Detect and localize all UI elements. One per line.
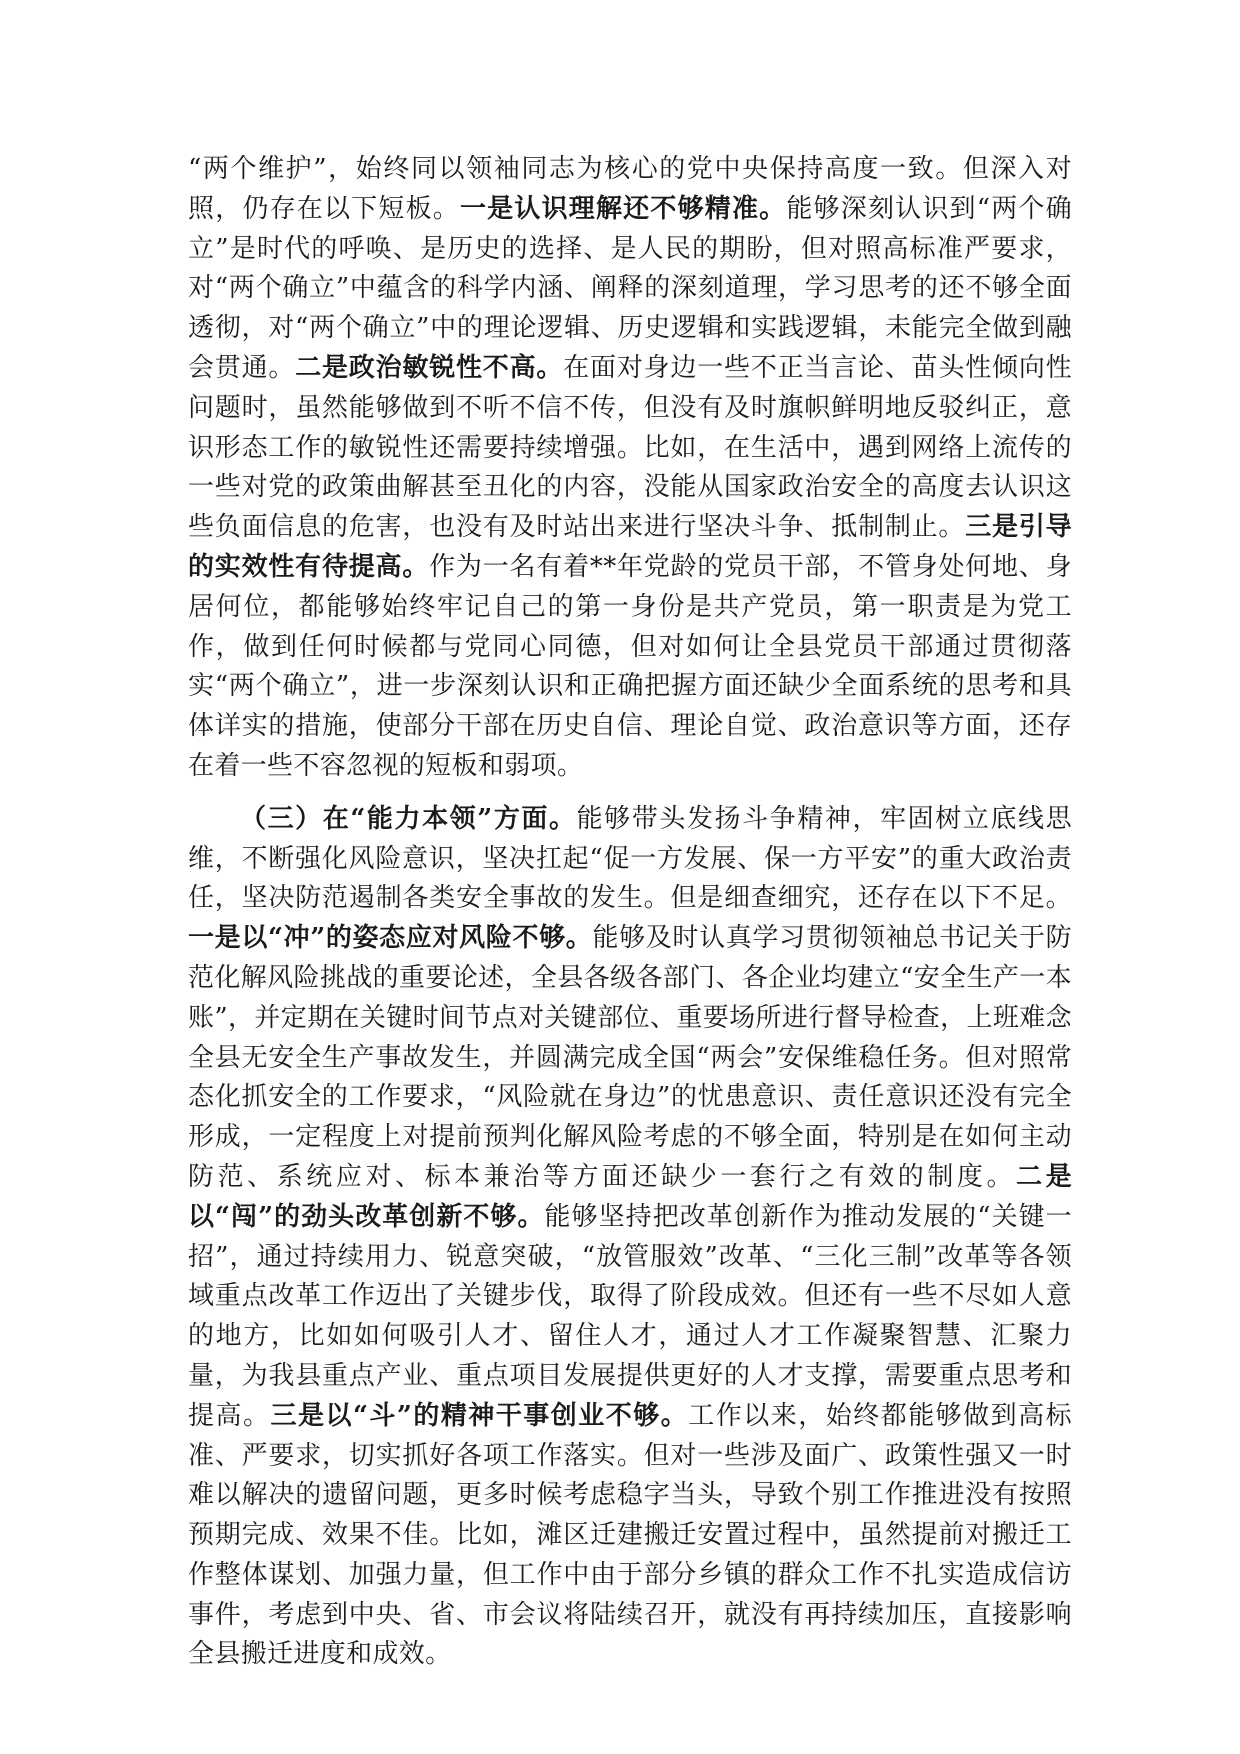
paragraph-1-heading-1: 一是认识理解还不够精准。 — [459, 193, 787, 224]
paragraph-2-heading-3: 三是以“斗”的精神干事创业不够。 — [270, 1400, 689, 1431]
paragraph-1-text: 能够深刻认识到“两个确立”是时代的呼唤、是历史的选择、是人民的期盼，但对照高标准严要求，对“两个确立”中蕴含的科学内涵、阐释的深刻道理，学习思考的还不够全面透彻，对“两个确立”中的理论逻辑、历史逻辑和实践逻辑，未能完全做到融会贯通。 — [188, 193, 1072, 383]
paragraph-2-text: 能够坚持把改革创新作为推动发展的“关键一招”，通过持续用力、锐意突破，“放管服效”改革、“三化三制”改革等各领域重点改革工作迈出了关键步伐，取得了阶段成效。但还有一些不尽如人意的地方，比如如何吸引人才、留住人才，通过人才工作凝聚智慧、汇聚力量，为我县重点产业、重点项目发展提供更好的人才支撑，需要重点思考和提高。 — [188, 1201, 1073, 1431]
paragraph-1-heading-2: 二是政治敏锐性不高。 — [295, 352, 564, 383]
paragraph-1-text: “两个维护”，始终同以领袖同志为核心的党中央保持高度一致。但深入对照，仍存在以下短板。 — [188, 154, 1072, 224]
paragraph-2-heading-2: 二是以“闯”的劲头改革创新不够。 — [188, 1161, 1072, 1232]
document-page — [188, 150, 1072, 1675]
paragraph-1-text: 作为一名有着**年党龄的党员干部，不管身处何地、身居何位，都能够始终牢记自己的第一身份是共产党员，第一职责是为党工作，做到任何时候都与党同心同德，但对如何让全县党员干部通过贯彻落实“两个确立”，进一步深刻认识和正确把握方面还缺少全面系统的思考和具体详实的措施，使部分干部在历史自信、理论自觉、政治意识等方面，还存在着一些不容忽视的短板和弱项。 — [188, 551, 1072, 781]
paragraph-2 — [188, 800, 1072, 1676]
paragraph-2-text: 工作以来，始终都能够做到高标准、严要求，切实抓好各项工作落实。但对一些涉及面广、政策性强又一时难以解决的遗留问题，更多时候考虑稳字当头，导致个别工作推进没有按照预期完成、效果不佳。比如，滩区迁建搬迁安置过程中，虽然提前对搬迁工作整体谋划、加强力量，但工作中由于部分乡镇的群众工作不扎实造成信访事件，考虑到中央、省、市会议将陆续召开，就没有再持续加压，直接影响全县搬迁进度和成效。 — [188, 1400, 1073, 1670]
section-heading: （三）在“能力本领”方面。 — [240, 803, 577, 834]
paragraph-1-text: 在面对身边一些不正当言论、苗头性倾向性问题时，虽然能够做到不听不信不传，但没有及时旗帜鲜明地反驳纠正，意识形态工作的敏锐性还需要持续增强。比如，在生活中，遇到网络上流传的一些对党的政策曲解甚至丑化的内容，没能从国家政治安全的高度去认识这些负面信息的危害，也没有及时站出来进行坚决斗争、抵制制止。 — [188, 352, 1072, 543]
paragraph-2-text: 能够带头发扬斗争精神，牢固树立底线思维，不断强化风险意识，坚决扛起“促一方发展、保一方平安”的重大政治责任，坚决防范遏制各类安全事故的发生。但是细查细究，还存在以下不足。 — [188, 803, 1072, 914]
paragraph-2-heading-1: 一是以“冲”的姿态应对风险不够。 — [188, 923, 593, 954]
paragraph-2-text: 能够及时认真学习贯彻领袖总书记关于防范化解风险挑战的重要论述，全县各级各部门、各企业均建立“安全生产一本账”，并定期在关键时间节点对关键部位、重要场所进行督导检查，上班难念全县无安全生产事故发生，并圆满完成全国“两会”安保维稳任务。但对照常态化抓安全的工作要求，“风险就在身边”的忧患意识、责任意识还没有完全形成，一定程度上对提前预判化解风险考虑的不够全面，特别是在如何主动防范、系统应对、标本兼治等方面还缺少一套行之有效的制度。 — [188, 923, 1072, 1192]
paragraph-1 — [188, 150, 1072, 787]
paragraph-1-heading-3: 三是引导的实效性有待提高。 — [188, 512, 1073, 582]
